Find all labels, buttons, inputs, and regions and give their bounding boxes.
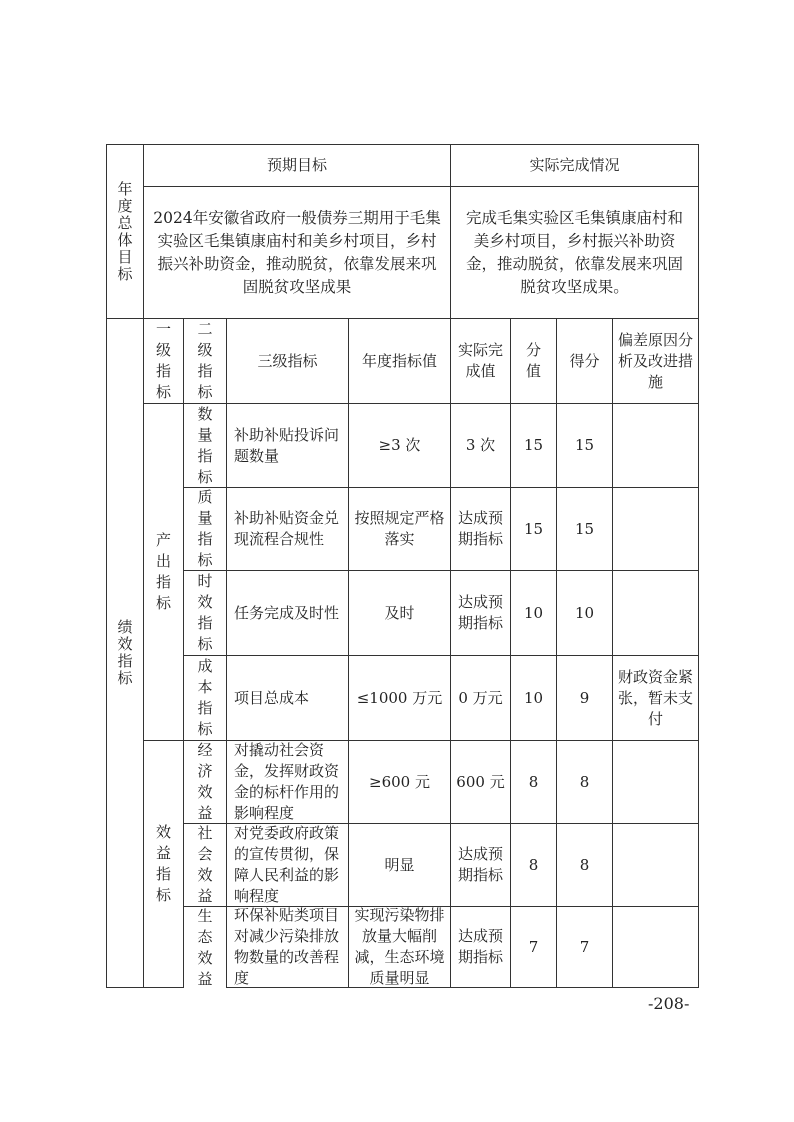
page-number: -208- xyxy=(648,994,690,1013)
row-level2-text: 社会效益 xyxy=(197,824,213,905)
row-level3 xyxy=(226,655,349,741)
row-note xyxy=(612,740,699,824)
row-level2 xyxy=(183,487,227,571)
row-target-text: 明显 xyxy=(384,855,415,874)
row-weight-text: 15 xyxy=(523,519,544,538)
row-weight-text: 10 xyxy=(523,603,544,622)
header-cell-text: 分值 xyxy=(525,341,541,380)
row-score xyxy=(556,740,613,824)
group-output-label xyxy=(143,403,184,741)
header-cell-text: 偏差原因分析及改进措施 xyxy=(617,330,693,391)
header-cell xyxy=(226,318,349,404)
row-level3-text: 任务完成及时性 xyxy=(234,603,340,622)
row-actual-text: 3 次 xyxy=(465,436,496,454)
row-target-text: 及时 xyxy=(384,603,415,622)
row-level2 xyxy=(183,655,227,741)
row-target xyxy=(348,906,451,988)
row-target xyxy=(348,403,451,488)
row-level3-text: 补助补贴资金兑现流程合规性 xyxy=(234,509,340,548)
row-actual-text: 0 万元 xyxy=(458,688,503,707)
row-target xyxy=(348,740,451,824)
row-weight xyxy=(510,487,557,571)
row-actual xyxy=(450,906,511,988)
row-level2-text: 成本指标 xyxy=(197,657,213,738)
row-level3-text: 环保补贴类项目对减少污染排放物数量的改善程度 xyxy=(234,906,340,987)
header-cell xyxy=(450,318,511,404)
header-cell-text: 年度指标值 xyxy=(361,351,437,370)
actual-status-text-text: 完成毛集实验区毛集镇康庙村和美乡村项目，乡村振兴补助资金，推动脱贫，依靠发展来巩固脱贫攻坚成果。 xyxy=(465,208,683,296)
row-score-text: 8 xyxy=(579,772,590,791)
row-level3 xyxy=(226,570,349,656)
row-score xyxy=(556,906,613,988)
header-cell-text: 得分 xyxy=(569,351,600,370)
row-score-text: 10 xyxy=(574,603,595,622)
row-weight xyxy=(510,740,557,824)
header-cell-text: 三级指标 xyxy=(257,351,318,370)
row-note-text: 财政资金紧张，暂未支付 xyxy=(617,667,693,728)
actual-status-text xyxy=(450,186,699,319)
row-level2-text: 时效指标 xyxy=(197,572,213,653)
row-score xyxy=(556,655,613,741)
header-cell xyxy=(612,318,699,404)
performance-label-text: 绩效指标 xyxy=(117,618,133,687)
row-target-text: ≥3 次 xyxy=(378,436,421,454)
row-score-text: 15 xyxy=(574,519,595,538)
row-target xyxy=(348,823,451,907)
row-level2 xyxy=(183,570,227,656)
row-weight xyxy=(510,403,557,488)
actual-status-header xyxy=(450,144,699,187)
row-score xyxy=(556,403,613,488)
row-actual xyxy=(450,487,511,571)
row-level2-text: 经济效益 xyxy=(197,741,213,822)
row-level3 xyxy=(226,403,349,488)
row-weight xyxy=(510,655,557,741)
row-score-text: 8 xyxy=(579,855,590,874)
row-level3-text: 对党委政府政策的宣传贯彻，保障人民利益的影响程度 xyxy=(234,824,340,905)
expected-goal-text xyxy=(143,186,451,319)
row-level3 xyxy=(226,740,349,824)
row-level3-text: 补助补贴投诉问题数量 xyxy=(234,425,340,465)
row-note xyxy=(612,403,699,488)
row-note xyxy=(612,906,699,988)
row-weight xyxy=(510,570,557,656)
actual-status-header-text: 实际完成情况 xyxy=(529,156,620,174)
header-cell xyxy=(510,318,557,404)
row-actual xyxy=(450,740,511,824)
row-actual xyxy=(450,655,511,741)
row-note xyxy=(612,487,699,571)
row-level2-text: 质量指标 xyxy=(197,488,213,569)
row-weight xyxy=(510,823,557,907)
performance-label xyxy=(106,318,144,988)
group-benefit-label-text: 效益指标 xyxy=(155,823,171,904)
row-score xyxy=(556,570,613,656)
row-level3-text: 项目总成本 xyxy=(234,688,310,707)
header-cell xyxy=(556,318,613,404)
expected-goal-header xyxy=(143,144,451,187)
header-cell-text: 实际完成值 xyxy=(457,341,503,380)
row-target xyxy=(348,570,451,656)
row-actual-text: 达成预期指标 xyxy=(457,593,503,632)
row-target-text: 实现污染物排放量大幅削减，生态环境质量明显 xyxy=(354,906,445,987)
row-score-text: 7 xyxy=(579,937,590,956)
row-target xyxy=(348,655,451,741)
overall-goal-label xyxy=(106,144,144,319)
group-output-label-text: 产出指标 xyxy=(155,531,171,612)
row-level2 xyxy=(183,823,227,907)
row-weight-text: 8 xyxy=(528,772,539,791)
row-actual xyxy=(450,403,511,488)
group-benefit-label xyxy=(143,740,184,988)
row-actual-text: 达成预期指标 xyxy=(457,509,503,548)
row-actual-text: 600 元 xyxy=(456,772,505,791)
row-actual-text: 达成预期指标 xyxy=(457,927,503,966)
row-level2-text: 数量指标 xyxy=(197,404,213,486)
header-cell xyxy=(143,318,184,404)
row-target-text: ≥600 元 xyxy=(369,772,430,791)
overall-goal-label-text: 年度总体目标 xyxy=(117,179,133,283)
row-weight-text: 10 xyxy=(523,688,544,707)
row-score-text: 9 xyxy=(579,688,590,707)
row-level3 xyxy=(226,487,349,571)
header-cell-text: 一级指标 xyxy=(155,320,171,401)
row-note xyxy=(612,823,699,907)
row-level2 xyxy=(183,906,227,988)
row-level2 xyxy=(183,740,227,824)
row-weight-text: 8 xyxy=(528,855,539,874)
row-target-text: 按照规定严格落实 xyxy=(354,509,445,548)
row-weight xyxy=(510,906,557,988)
row-actual xyxy=(450,823,511,907)
row-note xyxy=(612,655,699,741)
row-actual xyxy=(450,570,511,656)
row-level3-text: 对撬动社会资金，发挥财政资金的标杆作用的影响程度 xyxy=(234,741,340,822)
row-level2 xyxy=(183,403,227,488)
header-cell-text: 二级指标 xyxy=(197,320,213,401)
row-note xyxy=(612,570,699,656)
row-weight-text: 7 xyxy=(528,937,539,956)
row-score xyxy=(556,823,613,907)
row-weight-text: 15 xyxy=(523,436,544,454)
header-cell xyxy=(348,318,451,404)
expected-goal-header-text: 预期目标 xyxy=(266,156,327,174)
row-target xyxy=(348,487,451,571)
header-cell xyxy=(183,318,227,404)
row-level2-text: 生态效益 xyxy=(197,906,213,988)
row-level3 xyxy=(226,906,349,988)
row-level3 xyxy=(226,823,349,907)
row-actual-text: 达成预期指标 xyxy=(457,845,503,884)
row-target-text: ≤1000 万元 xyxy=(356,688,443,707)
expected-goal-text-text: 2024年安徽省政府一般债券三期用于毛集实验区毛集镇康庙村和美乡村项目，乡村振兴补助资金，推动脱贫，依靠发展来巩固脱贫攻坚成果 xyxy=(153,208,441,296)
row-score-text: 15 xyxy=(574,436,595,454)
row-score xyxy=(556,487,613,571)
